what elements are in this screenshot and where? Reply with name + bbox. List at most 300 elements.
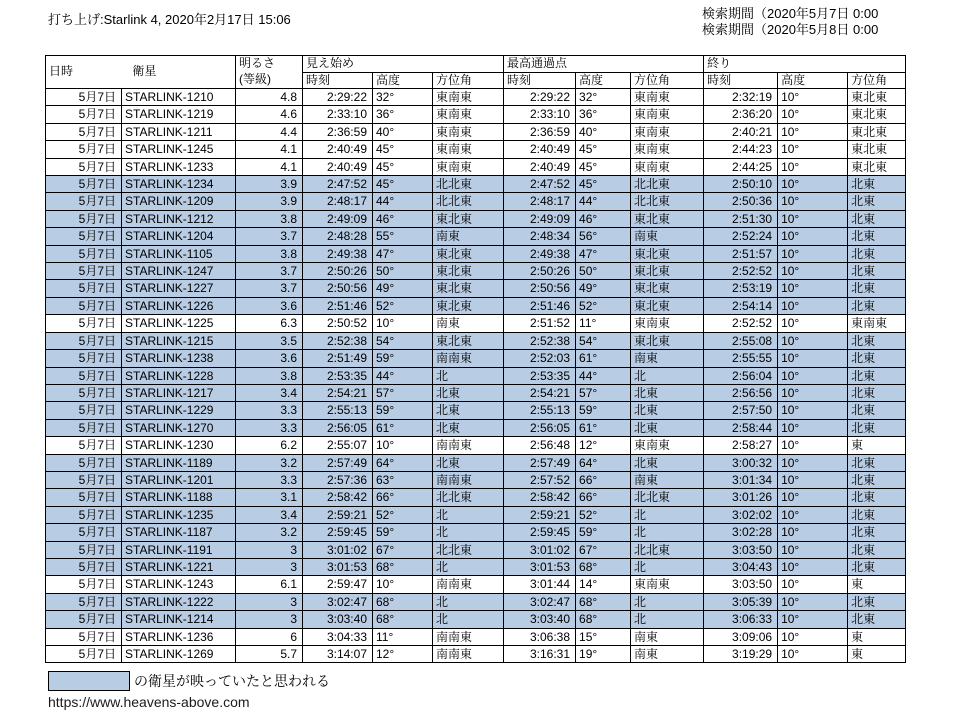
cell-end-altitude: 10°: [778, 158, 848, 175]
cell-end-azimuth: 東: [848, 646, 906, 663]
cell-end-azimuth: 東北東: [848, 123, 906, 140]
cell-brightness: 3.7: [236, 263, 303, 280]
cell-date: 5月7日: [46, 541, 122, 558]
cell-max-azimuth: 東南東: [631, 437, 704, 454]
cell-start-azimuth: 東北東: [433, 332, 504, 349]
cell-max-altitude: 68°: [576, 593, 631, 610]
cell-max-azimuth: 北東: [631, 384, 704, 401]
cell-start-time: 2:36:59: [303, 123, 373, 140]
cell-start-time: 3:04:33: [303, 628, 373, 645]
cell-start-time: 2:57:49: [303, 454, 373, 471]
cell-max-azimuth: 北北東: [631, 193, 704, 210]
cell-max-azimuth: 東北東: [631, 280, 704, 297]
cell-end-azimuth: 北東: [848, 280, 906, 297]
cell-satellite: STARLINK-1105: [122, 245, 236, 262]
heavens-above-link[interactable]: https://www.heavens-above.com: [48, 694, 250, 710]
cell-start-azimuth: 北東: [433, 384, 504, 401]
cell-max-time: 2:54:21: [504, 384, 576, 401]
table-row: [46, 558, 906, 575]
cell-max-altitude: 66°: [576, 489, 631, 506]
cell-max-time: 2:55:13: [504, 402, 576, 419]
cell-brightness: 3.6: [236, 350, 303, 367]
cell-max-altitude: 68°: [576, 611, 631, 628]
cell-satellite: STARLINK-1222: [122, 593, 236, 610]
cell-end-time: 2:58:44: [704, 419, 778, 436]
cell-start-altitude: 64°: [373, 454, 433, 471]
cell-satellite: STARLINK-1229: [122, 402, 236, 419]
header-brightness: [236, 56, 303, 89]
cell-end-azimuth: 北東: [848, 541, 906, 558]
cell-max-time: 2:49:09: [504, 210, 576, 227]
cell-end-azimuth: 北東: [848, 263, 906, 280]
cell-end-altitude: 10°: [778, 210, 848, 227]
cell-start-time: 2:58:42: [303, 489, 373, 506]
cell-max-time: 3:16:31: [504, 646, 576, 663]
cell-start-azimuth: 南南東: [433, 471, 504, 488]
cell-start-altitude: 45°: [373, 176, 433, 193]
cell-start-altitude: 45°: [373, 158, 433, 175]
cell-max-time: 2:50:26: [504, 263, 576, 280]
cell-start-time: 2:29:22: [303, 89, 373, 106]
header-start-altitude: 高度: [373, 72, 433, 89]
cell-start-time: 2:55:07: [303, 437, 373, 454]
cell-satellite: STARLINK-1211: [122, 123, 236, 140]
cell-end-time: 2:50:36: [704, 193, 778, 210]
cell-max-altitude: 64°: [576, 454, 631, 471]
cell-start-azimuth: 東北東: [433, 263, 504, 280]
cell-start-azimuth: 東北東: [433, 280, 504, 297]
cell-brightness: 3.6: [236, 297, 303, 314]
cell-end-azimuth: 北東: [848, 176, 906, 193]
cell-brightness: 6.1: [236, 576, 303, 593]
cell-end-altitude: 10°: [778, 89, 848, 106]
cell-start-altitude: 54°: [373, 332, 433, 349]
table-row: [46, 158, 906, 175]
cell-end-azimuth: 北東: [848, 471, 906, 488]
cell-brightness: 3.7: [236, 280, 303, 297]
cell-end-altitude: 10°: [778, 176, 848, 193]
cell-date: 5月7日: [46, 611, 122, 628]
cell-end-time: 2:57:50: [704, 402, 778, 419]
cell-max-time: 3:01:53: [504, 558, 576, 575]
cell-start-altitude: 59°: [373, 402, 433, 419]
cell-end-azimuth: 東北東: [848, 158, 906, 175]
cell-max-azimuth: 東北東: [631, 263, 704, 280]
cell-max-time: 2:49:38: [504, 245, 576, 262]
table-row: [46, 367, 906, 384]
cell-max-time: 2:33:10: [504, 106, 576, 123]
cell-date: 5月7日: [46, 367, 122, 384]
cell-satellite: STARLINK-1214: [122, 611, 236, 628]
cell-end-azimuth: 北東: [848, 402, 906, 419]
table-row: [46, 141, 906, 158]
cell-max-azimuth: 北東: [631, 454, 704, 471]
table-row: [46, 280, 906, 297]
cell-end-azimuth: 北東: [848, 384, 906, 401]
cell-date: 5月7日: [46, 210, 122, 227]
cell-satellite: STARLINK-1204: [122, 228, 236, 245]
cell-max-altitude: 45°: [576, 176, 631, 193]
cell-max-azimuth: 北北東: [631, 541, 704, 558]
header-satellite: 衛星: [132, 64, 157, 79]
header-start-time: 時刻: [303, 72, 373, 89]
header-datetime: 日時: [49, 64, 74, 79]
cell-start-time: 2:52:38: [303, 332, 373, 349]
cell-max-time: 2:40:49: [504, 141, 576, 158]
cell-brightness: 3.1: [236, 489, 303, 506]
cell-date: 5月7日: [46, 123, 122, 140]
cell-start-altitude: 10°: [373, 437, 433, 454]
cell-satellite: STARLINK-1234: [122, 176, 236, 193]
header-datetime-satellite: [46, 56, 236, 89]
cell-satellite: STARLINK-1227: [122, 280, 236, 297]
cell-max-azimuth: 北: [631, 506, 704, 523]
cell-end-altitude: 10°: [778, 297, 848, 314]
cell-date: 5月7日: [46, 158, 122, 175]
cell-end-time: 2:36:20: [704, 106, 778, 123]
cell-max-azimuth: 東南東: [631, 158, 704, 175]
cell-start-time: 3:14:07: [303, 646, 373, 663]
highlight-legend-swatch: [48, 671, 130, 691]
cell-max-altitude: 56°: [576, 228, 631, 245]
cell-max-time: 2:53:35: [504, 367, 576, 384]
cell-max-time: 2:56:05: [504, 419, 576, 436]
cell-satellite: STARLINK-1191: [122, 541, 236, 558]
cell-max-time: 2:59:45: [504, 524, 576, 541]
cell-max-altitude: 47°: [576, 245, 631, 262]
header-max-group: 最高通過点: [504, 56, 704, 73]
cell-start-altitude: 61°: [373, 419, 433, 436]
table-row: [46, 193, 906, 210]
cell-end-altitude: 10°: [778, 646, 848, 663]
cell-end-altitude: 10°: [778, 471, 848, 488]
cell-end-time: 3:06:33: [704, 611, 778, 628]
cell-start-time: 2:48:28: [303, 228, 373, 245]
cell-max-altitude: 57°: [576, 384, 631, 401]
cell-max-altitude: 59°: [576, 402, 631, 419]
cell-start-azimuth: 北: [433, 506, 504, 523]
cell-start-time: 2:40:49: [303, 158, 373, 175]
cell-start-altitude: 49°: [373, 280, 433, 297]
cell-satellite: STARLINK-1236: [122, 628, 236, 645]
cell-start-altitude: 10°: [373, 315, 433, 332]
cell-satellite: STARLINK-1243: [122, 576, 236, 593]
cell-brightness: 3.8: [236, 210, 303, 227]
cell-max-azimuth: 北東: [631, 402, 704, 419]
cell-start-time: 2:55:13: [303, 402, 373, 419]
cell-start-azimuth: 北東: [433, 402, 504, 419]
cell-end-altitude: 10°: [778, 611, 848, 628]
cell-max-azimuth: 東北東: [631, 245, 704, 262]
cell-max-azimuth: 東南東: [631, 89, 704, 106]
cell-max-azimuth: 北: [631, 367, 704, 384]
cell-start-time: 3:02:47: [303, 593, 373, 610]
cell-end-time: 2:32:19: [704, 89, 778, 106]
cell-start-time: 2:51:49: [303, 350, 373, 367]
table-row: [46, 245, 906, 262]
cell-satellite: STARLINK-1225: [122, 315, 236, 332]
header-max-time: 時刻: [504, 72, 576, 89]
cell-max-azimuth: 北: [631, 593, 704, 610]
cell-end-azimuth: 北東: [848, 350, 906, 367]
cell-satellite: STARLINK-1217: [122, 384, 236, 401]
cell-max-altitude: 40°: [576, 123, 631, 140]
cell-max-time: 2:59:21: [504, 506, 576, 523]
cell-max-time: 3:02:47: [504, 593, 576, 610]
table-row: [46, 315, 906, 332]
cell-max-altitude: 52°: [576, 297, 631, 314]
cell-max-time: 2:52:03: [504, 350, 576, 367]
cell-max-azimuth: 南東: [631, 350, 704, 367]
cell-end-azimuth: 東北東: [848, 141, 906, 158]
cell-max-altitude: 59°: [576, 524, 631, 541]
cell-end-azimuth: 北東: [848, 524, 906, 541]
cell-start-azimuth: 南南東: [433, 437, 504, 454]
cell-end-altitude: 10°: [778, 350, 848, 367]
cell-satellite: STARLINK-1219: [122, 106, 236, 123]
cell-start-time: 2:57:36: [303, 471, 373, 488]
cell-brightness: 3.4: [236, 384, 303, 401]
cell-end-time: 3:02:02: [704, 506, 778, 523]
cell-end-azimuth: 北東: [848, 489, 906, 506]
cell-brightness: 3.2: [236, 454, 303, 471]
cell-end-time: 2:51:30: [704, 210, 778, 227]
cell-end-azimuth: 北東: [848, 332, 906, 349]
header-brightness-line1: 明るさ: [239, 56, 276, 70]
header-end-group: 終り: [704, 56, 906, 73]
table-row: [46, 106, 906, 123]
cell-max-azimuth: 東北東: [631, 297, 704, 314]
cell-max-altitude: 61°: [576, 350, 631, 367]
cell-end-time: 2:53:19: [704, 280, 778, 297]
cell-end-azimuth: 北東: [848, 558, 906, 575]
cell-brightness: 3.5: [236, 332, 303, 349]
cell-start-altitude: 11°: [373, 628, 433, 645]
header-max-altitude: 高度: [576, 72, 631, 89]
cell-end-altitude: 10°: [778, 367, 848, 384]
cell-end-azimuth: 北東: [848, 210, 906, 227]
cell-date: 5月7日: [46, 437, 122, 454]
cell-date: 5月7日: [46, 471, 122, 488]
cell-max-time: 2:57:52: [504, 471, 576, 488]
cell-satellite: STARLINK-1188: [122, 489, 236, 506]
header-end-azimuth: 方位角: [848, 72, 906, 89]
cell-max-altitude: 36°: [576, 106, 631, 123]
cell-max-time: 2:47:52: [504, 176, 576, 193]
cell-start-time: 2:54:21: [303, 384, 373, 401]
cell-start-altitude: 66°: [373, 489, 433, 506]
cell-start-azimuth: 南南東: [433, 576, 504, 593]
cell-end-azimuth: 北東: [848, 193, 906, 210]
table-row: [46, 210, 906, 227]
header-row-groups: [46, 56, 906, 73]
cell-end-altitude: 10°: [778, 280, 848, 297]
cell-end-time: 3:01:34: [704, 471, 778, 488]
cell-end-time: 3:19:29: [704, 646, 778, 663]
cell-max-azimuth: 南東: [631, 628, 704, 645]
cell-date: 5月7日: [46, 558, 122, 575]
cell-end-altitude: 10°: [778, 524, 848, 541]
cell-end-time: 3:04:43: [704, 558, 778, 575]
header-brightness-line2: (等級): [239, 71, 271, 86]
cell-satellite: STARLINK-1247: [122, 263, 236, 280]
cell-date: 5月7日: [46, 106, 122, 123]
cell-max-azimuth: 北: [631, 611, 704, 628]
table-row: [46, 419, 906, 436]
cell-date: 5月7日: [46, 576, 122, 593]
cell-max-time: 2:48:34: [504, 228, 576, 245]
cell-date: 5月7日: [46, 332, 122, 349]
cell-max-altitude: 54°: [576, 332, 631, 349]
cell-max-azimuth: 南東: [631, 471, 704, 488]
cell-max-azimuth: 東北東: [631, 210, 704, 227]
cell-max-time: 3:01:44: [504, 576, 576, 593]
cell-end-time: 2:51:57: [704, 245, 778, 262]
cell-satellite: STARLINK-1235: [122, 506, 236, 523]
cell-max-altitude: 19°: [576, 646, 631, 663]
cell-satellite: STARLINK-1221: [122, 558, 236, 575]
cell-start-time: 2:53:35: [303, 367, 373, 384]
cell-satellite: STARLINK-1187: [122, 524, 236, 541]
cell-satellite: STARLINK-1269: [122, 646, 236, 663]
cell-end-azimuth: 北東: [848, 454, 906, 471]
cell-end-time: 2:54:14: [704, 297, 778, 314]
search-period-end: 検索期間（2020年5月8日 0:00: [702, 22, 879, 37]
cell-end-azimuth: 東: [848, 576, 906, 593]
cell-date: 5月7日: [46, 315, 122, 332]
cell-brightness: 6.3: [236, 315, 303, 332]
cell-start-altitude: 44°: [373, 193, 433, 210]
cell-start-altitude: 32°: [373, 89, 433, 106]
cell-end-time: 2:50:10: [704, 176, 778, 193]
table-row: [46, 454, 906, 471]
cell-date: 5月7日: [46, 593, 122, 610]
cell-end-altitude: 10°: [778, 228, 848, 245]
table-row: [46, 437, 906, 454]
highlight-legend-text: の衛星が映っていたと思われる: [134, 673, 330, 689]
header-end-time: 時刻: [704, 72, 778, 89]
cell-max-time: 3:06:38: [504, 628, 576, 645]
cell-end-altitude: 10°: [778, 489, 848, 506]
cell-start-azimuth: 北東: [433, 419, 504, 436]
satellite-pass-table: [45, 55, 906, 663]
cell-start-time: 2:33:10: [303, 106, 373, 123]
cell-start-altitude: 68°: [373, 593, 433, 610]
cell-end-altitude: 10°: [778, 402, 848, 419]
cell-start-altitude: 47°: [373, 245, 433, 262]
cell-max-altitude: 52°: [576, 506, 631, 523]
cell-start-azimuth: 東南東: [433, 123, 504, 140]
cell-max-altitude: 44°: [576, 367, 631, 384]
table-row: [46, 489, 906, 506]
table-row: [46, 402, 906, 419]
cell-start-altitude: 68°: [373, 611, 433, 628]
cell-max-time: 2:57:49: [504, 454, 576, 471]
cell-brightness: 3: [236, 593, 303, 610]
cell-end-time: 3:09:06: [704, 628, 778, 645]
cell-end-altitude: 10°: [778, 141, 848, 158]
cell-end-azimuth: 東北東: [848, 89, 906, 106]
cell-satellite: STARLINK-1228: [122, 367, 236, 384]
cell-brightness: 3.9: [236, 193, 303, 210]
cell-start-azimuth: 東北東: [433, 210, 504, 227]
cell-max-altitude: 67°: [576, 541, 631, 558]
cell-start-azimuth: 北北東: [433, 176, 504, 193]
cell-start-time: 2:50:56: [303, 280, 373, 297]
cell-end-altitude: 10°: [778, 541, 848, 558]
cell-end-time: 2:55:08: [704, 332, 778, 349]
cell-end-time: 3:03:50: [704, 576, 778, 593]
cell-brightness: 3.3: [236, 402, 303, 419]
cell-end-azimuth: 東: [848, 628, 906, 645]
cell-max-time: 2:48:17: [504, 193, 576, 210]
cell-start-time: 2:48:17: [303, 193, 373, 210]
cell-start-time: 2:59:45: [303, 524, 373, 541]
cell-start-altitude: 46°: [373, 210, 433, 227]
cell-end-time: 2:52:52: [704, 315, 778, 332]
cell-start-azimuth: 南南東: [433, 350, 504, 367]
cell-end-time: 2:56:56: [704, 384, 778, 401]
cell-max-azimuth: 南東: [631, 228, 704, 245]
cell-start-altitude: 59°: [373, 350, 433, 367]
header-end-altitude: 高度: [778, 72, 848, 89]
cell-max-azimuth: 東南東: [631, 576, 704, 593]
cell-max-time: 2:29:22: [504, 89, 576, 106]
cell-max-azimuth: 東南東: [631, 123, 704, 140]
cell-end-azimuth: 北東: [848, 611, 906, 628]
cell-date: 5月7日: [46, 297, 122, 314]
cell-end-time: 3:05:39: [704, 593, 778, 610]
table-row: [46, 384, 906, 401]
cell-date: 5月7日: [46, 384, 122, 401]
cell-brightness: 3.8: [236, 245, 303, 262]
cell-end-time: 2:40:21: [704, 123, 778, 140]
cell-satellite: STARLINK-1210: [122, 89, 236, 106]
cell-start-time: 2:56:05: [303, 419, 373, 436]
launch-info: 打ち上げ:Starlink 4, 2020年2月17日 15:06: [48, 12, 291, 27]
cell-date: 5月7日: [46, 402, 122, 419]
cell-max-altitude: 49°: [576, 280, 631, 297]
cell-end-time: 3:00:32: [704, 454, 778, 471]
cell-brightness: 3: [236, 611, 303, 628]
cell-date: 5月7日: [46, 89, 122, 106]
table-row: [46, 332, 906, 349]
cell-start-azimuth: 北: [433, 524, 504, 541]
table-row: [46, 646, 906, 663]
cell-max-azimuth: 東北東: [631, 332, 704, 349]
table-row: [46, 123, 906, 140]
cell-brightness: 4.1: [236, 141, 303, 158]
cell-date: 5月7日: [46, 141, 122, 158]
header-max-azimuth: 方位角: [631, 72, 704, 89]
cell-end-altitude: 10°: [778, 576, 848, 593]
cell-date: 5月7日: [46, 350, 122, 367]
cell-date: 5月7日: [46, 193, 122, 210]
cell-end-altitude: 10°: [778, 628, 848, 645]
cell-start-altitude: 52°: [373, 297, 433, 314]
cell-start-azimuth: 北: [433, 558, 504, 575]
cell-end-time: 2:56:04: [704, 367, 778, 384]
table-row: [46, 628, 906, 645]
cell-start-altitude: 10°: [373, 576, 433, 593]
cell-date: 5月7日: [46, 524, 122, 541]
cell-end-altitude: 10°: [778, 384, 848, 401]
cell-max-time: 2:52:38: [504, 332, 576, 349]
cell-start-azimuth: 北: [433, 367, 504, 384]
cell-start-azimuth: 北東: [433, 454, 504, 471]
header-start-azimuth: 方位角: [433, 72, 504, 89]
cell-start-time: 2:49:38: [303, 245, 373, 262]
